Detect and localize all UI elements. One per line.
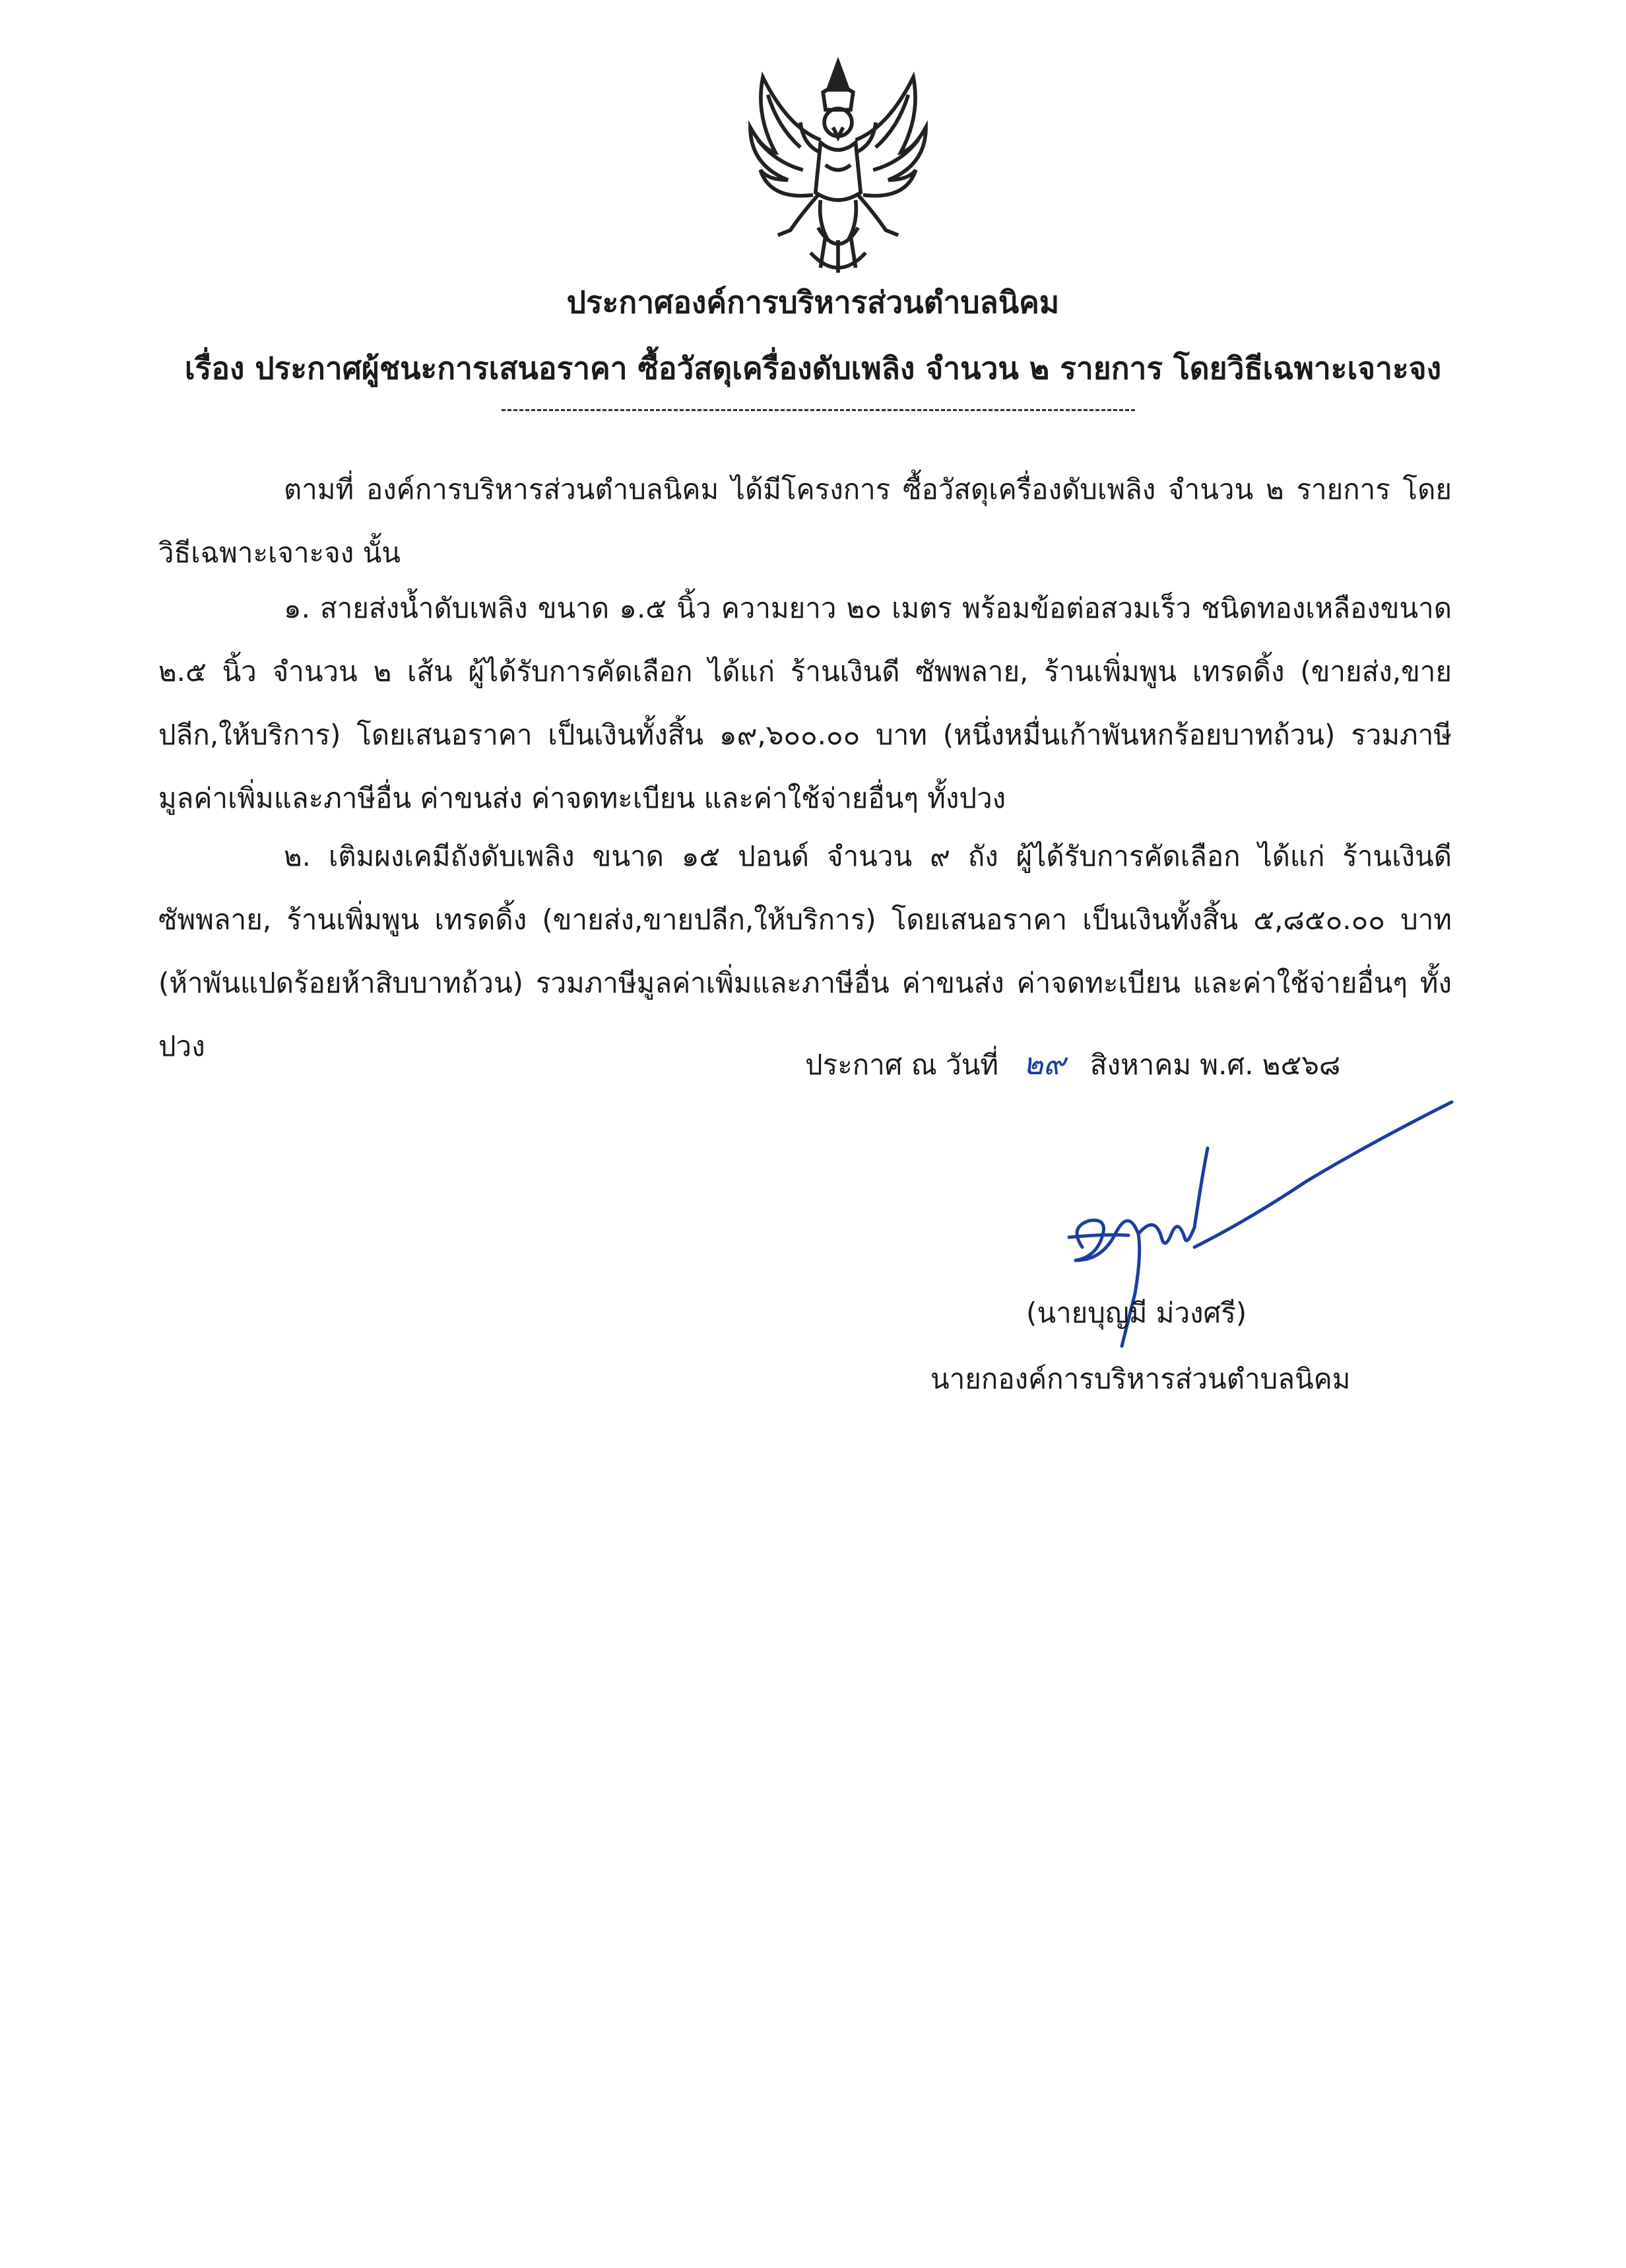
item-2-paragraph: ๒. เติมผงเคมีถังดับเพลิง ขนาด ๑๕ ปอนด์ จำนวน ๙ ถัง ผู้ได้รับการคัดเลือก ได้แก่ ร้านเงินดี ซัพพลาย, ร้านเพิ่มพูน เทรดดิ้ง (ขายส่ง,ขายปลีก,ให้บริการ) โดยเสนอราคา เป็นเงินทั้งสิ้น ๕,๘๕๐.๐๐ บาท (ห้าพันแปดร้อยห้าสิบบาทถ้วน) รวมภาษีมูลค่าเพิ่มและภาษีอื่น ค่าขนส่ง ค่าจดทะเบียน และค่าใช้จ่ายอื่นๆ ทั้งปวง [158, 840, 1452, 1062]
dashed-divider [502, 409, 1135, 411]
announcement-date [805, 1044, 1340, 1085]
garuda-emblem-icon [713, 40, 963, 290]
date-day-handwritten: ๒๙ [1023, 1046, 1066, 1082]
intro-paragraph: ตามที่ องค์การบริหารส่วนตำบลนิคม ได้มีโครงการ ซื้อวัสดุเครื่องดับเพลิง จำนวน ๒ รายการ โดยวิธีเฉพาะเจาะจง นั้น [158, 473, 1452, 569]
signer-name: (นายบุญมี ม่วงศรี) [1026, 1297, 1247, 1329]
item-1-paragraph: ๑. สายส่งน้ำดับเพลิง ขนาด ๑.๕ นิ้ว ความยาว ๒๐ เมตร พร้อมข้อต่อสวมเร็ว ชนิดทองเหลืองขนาด ๒.๕ นิ้ว จำนวน ๒ เส้น ผู้ได้รับการคัดเลือก ได้แก่ ร้านเงินดี ซัพพลาย, ร้านเพิ่มพูน เทรดดิ้ง (ขายส่ง,ขายปลีก,ให้บริการ) โดยเสนอราคา เป็นเงินทั้งสิ้น ๑๙,๖๐๐.๐๐ บาท (หนึ่งหมื่นเก้าพันหกร้อยบาทถ้วน) รวมภาษีมูลค่าเพิ่มและภาษีอื่น ค่าขนส่ง ค่าจดทะเบียน และค่าใช้จ่ายอื่นๆ ทั้งปวง [158, 592, 1452, 814]
date-prefix: ประกาศ ณ วันที่ [805, 1049, 999, 1081]
date-month-year: สิงหาคม พ.ศ. ๒๕๖๘ [1089, 1049, 1341, 1081]
signer-position: นายกองค์การบริหารส่วนตำบลนิคม [930, 1363, 1351, 1395]
announcement-subject: เรื่อง ประกาศผู้ชนะการเสนอราคา ซื้อวัสดุเครื่องดับเพลิง จำนวน ๒ รายการ โดยวิธีเฉพาะเจาะจง [184, 350, 1442, 386]
announcement-title: ประกาศองค์การบริหารส่วนตำบลนิคม [566, 284, 1060, 320]
